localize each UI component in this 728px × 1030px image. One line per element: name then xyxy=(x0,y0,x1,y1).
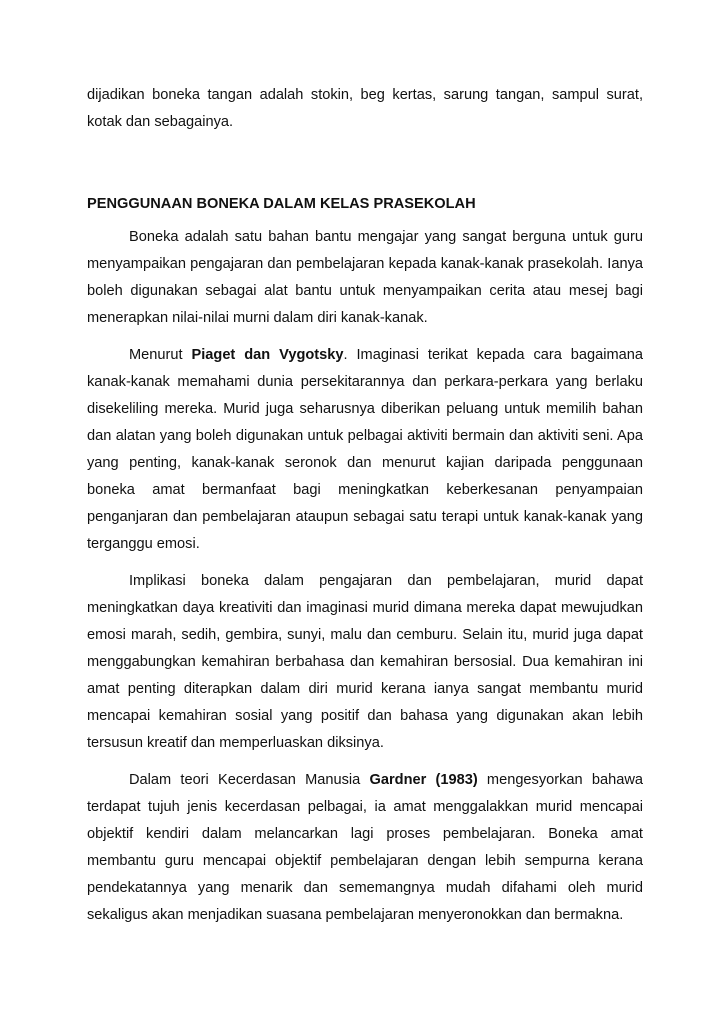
paragraph-2-citation: Piaget dan Vygotsky xyxy=(191,347,344,363)
paragraph-2 xyxy=(87,342,643,558)
paragraph-4-body: mengesyorkan bahawa terdapat tujuh jenis kecerdasan pelbagai, ia amat menggalakkan murid mencapai objektif kendiri dalam melancarkan lagi proses pembelajaran. Boneka amat membantu guru mencapai objektif pembelajaran dengan lebih sempurna kerana pendekatannya yang menarik dan sememangnya mudah difahami oleh murid sekaligus akan menjadikan suasana pembelajaran menyeronokkan dan bermakna. xyxy=(87,772,643,923)
paragraph-1: Boneka adalah satu bahan bantu mengajar yang sangat berguna untuk guru menyampaikan pengajaran dan pembelajaran kepada kanak-kanak prasekolah. Ianya boleh digunakan sebagai alat bantu untuk menyampaikan cerita atau mesej bagi menerapkan nilai-nilai murni dalam diri kanak-kanak. xyxy=(87,229,643,326)
intro-paragraph: dijadikan boneka tangan adalah stokin, beg kertas, sarung tangan, sampul surat, kotak dan sebagainya. xyxy=(87,87,643,130)
paragraph-2-body: . Imaginasi terikat kepada cara bagaimana kanak-kanak memahami dunia persekitarannya dan perkara-perkara yang berlaku disekeliling mereka. Murid juga seharusnya diberikan peluang untuk memilih bahan dan alatan yang boleh digunakan untuk pelbagai aktiviti bermain dan aktiviti seni. Apa yang penting, kanak-kanak seronok dan menurut kajian daripada penggunaan boneka amat bermanfaat bagi meningkatkan keberkesanan penyampaian penganjaran dan pembelajaran ataupun sebagai satu terapi untuk kanak-kanak yang terganggu emosi. xyxy=(87,347,644,552)
document-page xyxy=(87,82,643,929)
paragraph-2-lead: Menurut xyxy=(129,347,192,363)
paragraph-4-lead: Dalam teori Kecerdasan Manusia xyxy=(129,772,370,788)
paragraph-3: Implikasi boneka dalam pengajaran dan pembelajaran, murid dapat meningkatkan daya kreativiti dan imaginasi murid dimana mereka dapat mewujudkan emosi marah, sedih, gembira, sunyi, malu dan cemburu. Selain itu, murid juga dapat menggabungkan kemahiran berbahasa dan kemahiran bersosial. Dua kemahiran ini amat penting diterapkan dalam diri murid kerana ianya sangat membantu murid mencapai kemahiran sosial yang positif dan bahasa yang digunakan akan lebih tersusun kreatif dan memperluaskan diksinya. xyxy=(87,573,643,751)
paragraph-4 xyxy=(87,767,643,929)
section-heading: PENGGUNAAN BONEKA DALAM KELAS PRASEKOLAH xyxy=(87,196,476,212)
paragraph-4-citation: Gardner (1983) xyxy=(369,772,478,788)
